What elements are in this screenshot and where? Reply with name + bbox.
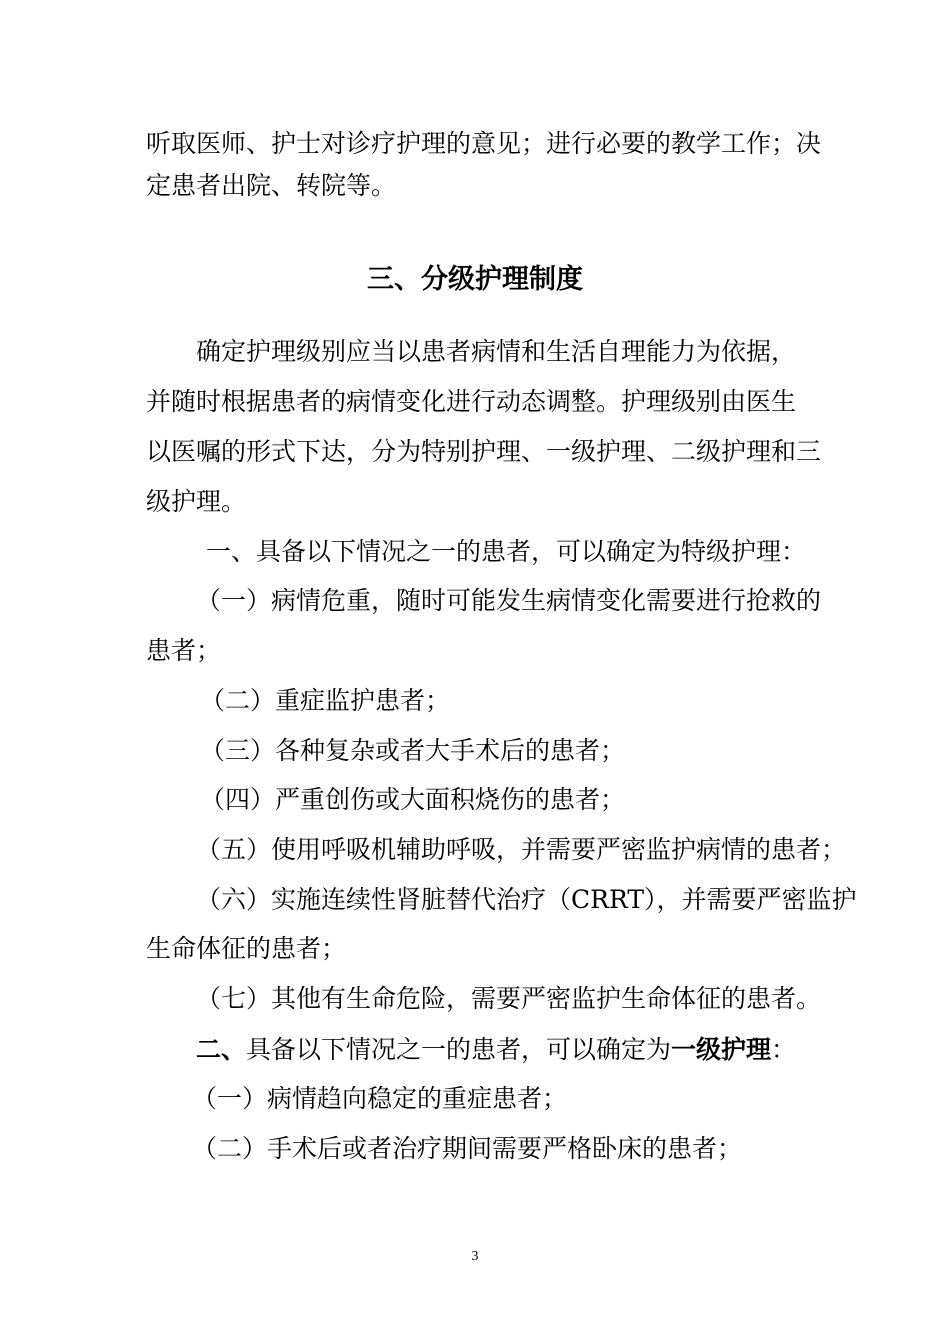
continuation-line-2: 定患者出院、转院等。 — [146, 171, 397, 200]
intro-line-3: 以医嘱的形式下达，分为特别护理、一级护理、二级护理和三 — [146, 437, 822, 466]
special-care-item-3: （三）各种复杂或者大手术后的患者； — [200, 736, 626, 765]
level-one-item-1: （一）病情趋向稳定的重症患者； — [192, 1084, 568, 1113]
special-care-item-2: （二）重症监护患者； — [200, 686, 451, 715]
page-number: 3 — [471, 1249, 479, 1264]
special-care-item-5: （五）使用呼吸机辅助呼吸，并需要严密监护病情的患者； — [196, 835, 847, 864]
special-care-item-1-line-1: （一）病情危重，随时可能发生病情变化需要进行抢救的 — [196, 586, 822, 615]
intro-line-2: 并随时根据患者的病情变化进行动态调整。护理级别由医生 — [146, 387, 797, 416]
intro-line-4: 级护理。 — [146, 487, 247, 516]
special-care-heading: 一、具备以下情况之一的患者，可以确定为特级护理： — [206, 537, 807, 566]
section-title: 三、分级护理制度 — [367, 264, 583, 295]
continuation-line-1: 听取医师、护士对诊疗护理的意见；进行必要的教学工作；决 — [146, 129, 822, 158]
level-one-heading-bold: 一级护理 — [671, 1035, 772, 1064]
special-care-item-1-line-2: 患者； — [146, 636, 222, 665]
level-one-item-2: （二）手术后或者治疗期间需要严格卧床的患者； — [192, 1134, 743, 1163]
level-one-heading-middle: 具备以下情况之一的患者，可以确定为 — [246, 1035, 672, 1064]
level-one-heading-suffix: ： — [771, 1035, 797, 1064]
special-care-item-4: （四）严重创伤或大面积烧伤的患者； — [200, 785, 626, 814]
level-one-heading — [196, 1034, 796, 1066]
intro-line-1: 确定护理级别应当以患者病情和生活自理能力为依据， — [196, 337, 797, 366]
special-care-item-7: （七）其他有生命危险，需要严密监护生命体征的患者。 — [196, 984, 822, 1013]
special-care-item-6-line-2: 生命体征的患者； — [146, 934, 347, 963]
special-care-item-6-line-1: （六）实施连续性肾脏替代治疗（CRRT），并需要严密监护 — [196, 885, 857, 914]
level-one-heading-prefix: 二、 — [196, 1035, 247, 1064]
